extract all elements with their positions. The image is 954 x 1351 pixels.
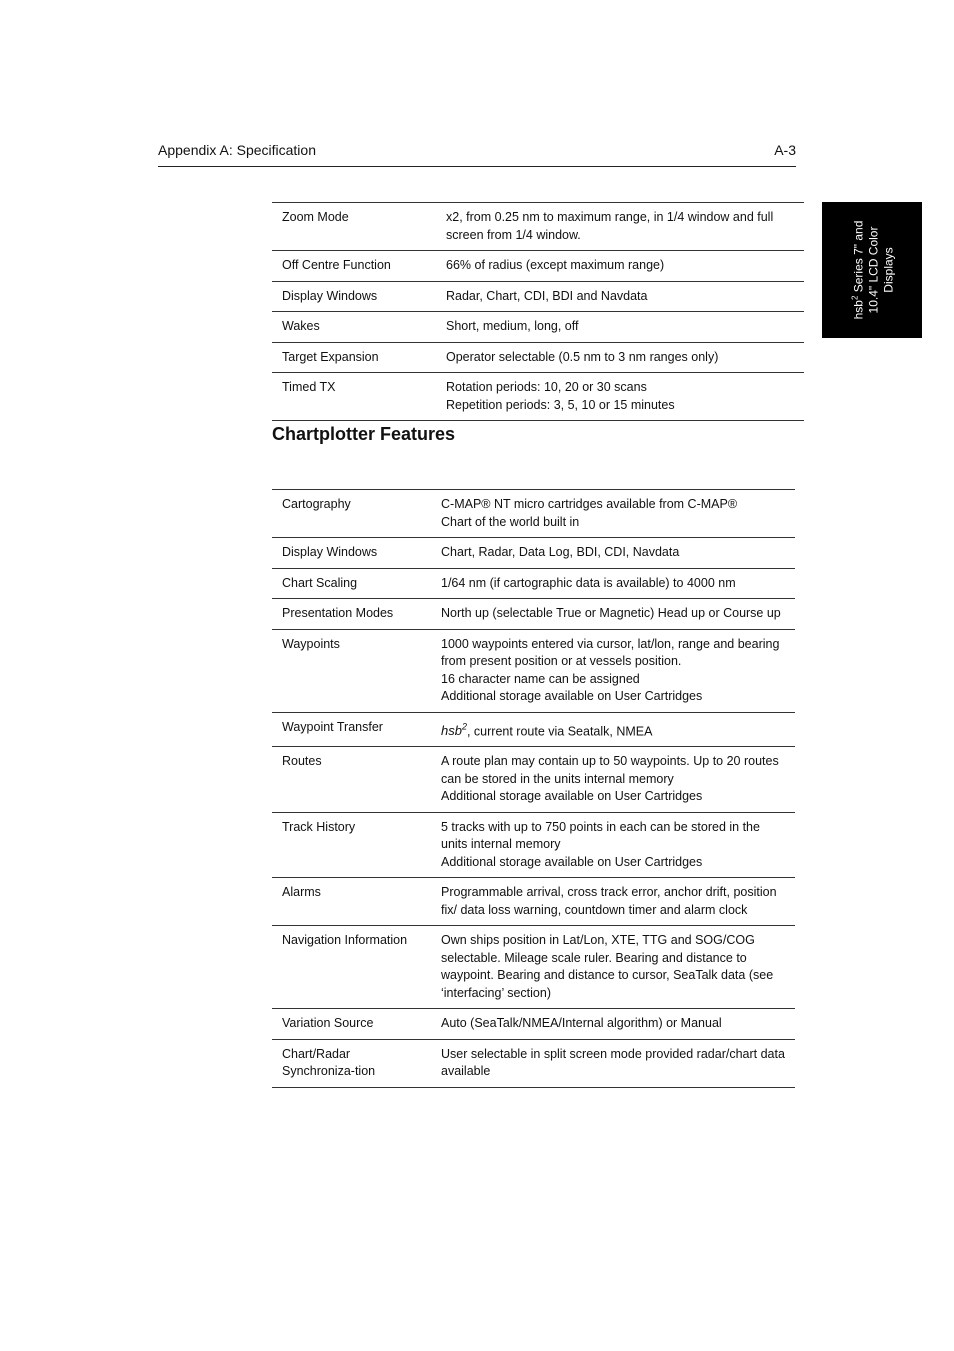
spec-row [272,342,804,373]
spec-row [272,812,795,878]
spec-value-line: Chart of the world built in [441,514,580,529]
hsb-text: hsb [441,722,462,738]
spec-value-line: Auto (SeaTalk/NMEA/Internal algorithm) or Manual [441,1016,722,1031]
spec-value-line: Operator selectable (0.5 nm to 3 nm ranges only) [446,349,719,364]
spec-value-line: 1/64 nm (if cartographic data is available) to 4000 nm [441,575,736,590]
spec-value-line: 66% of radius (except maximum range) [446,258,665,272]
spec-value-line-wrap [441,719,785,741]
spec-label: Track History [272,812,431,878]
spec-value-line: Additional storage available on User Cartridges [441,854,703,869]
spec-row [272,747,795,813]
spec-value [436,251,804,282]
chartplotter-heading: Chartplotter Features [272,424,456,444]
spec-value [431,629,795,712]
spec-value-line: Programmable arrival, cross track error, anchor drift, position fix/ data loss warning, countdown timer and alarm clock [441,885,777,917]
spec-value-line: C-MAP® NT micro cartridges available from C-MAP® [441,497,738,511]
spec-value [431,538,795,569]
spec-value [436,312,804,343]
spec-label: Alarms [272,878,431,926]
spec-row [272,568,795,599]
spec-value-line: North up (selectable True or Magnetic) Head up or Course up [441,606,781,620]
spec-value [431,1009,795,1040]
spec-label: Variation Source [272,1009,431,1040]
spec-value [431,812,795,878]
spec-row [272,1039,795,1087]
spec-label: Waypoints [272,629,431,712]
page-number: A-3 [774,142,796,158]
spec-value-line: Chart, Radar, Data Log, BDI, CDI, Navdata [441,545,680,559]
spec-row [272,281,804,312]
chartplotter-spec-table [272,489,795,1088]
side-tab-rest: Series 7" and 10.4" LCD Color Displays [851,220,896,314]
spec-row [272,926,795,1009]
spec-value-line: 1000 waypoints entered via cursor, lat/lon, range and bearing from present position or at vessels position. [441,636,780,668]
spec-value [431,712,795,747]
spec-label: Cartography [272,490,431,538]
spec-row [272,490,795,538]
spec-value-line: 16 character name can be assigned [441,671,640,686]
spec-row [272,629,795,712]
spec-value-line: 5 tracks with up to 750 points in each can be stored in the units internal memory [441,819,760,852]
spec-label: Zoom Mode [272,203,436,251]
spec-value [431,490,795,538]
spec-value [431,1039,795,1087]
spec-row [272,1009,795,1040]
spec-value [436,203,804,251]
spec-value-line: Short, medium, long, off [446,319,579,333]
spec-row [272,312,804,343]
spec-row [272,203,804,251]
side-tab-sup: 2 [850,295,860,301]
spec-label: Display Windows [272,538,431,569]
spec-value-line: Own ships position in Lat/Lon, XTE, TTG and SOG/COG selectable. Mileage scale ruler. Bearing and distance to waypoint. Bearing and distance to cursor, SeaTalk data (see ‘interfacing’ section) [441,933,774,1000]
spec-value [436,342,804,373]
spec-value-line: Additional storage available on User Cartridges [441,689,703,703]
side-tab-hsb: hsb [851,300,866,320]
spec-label: Chart/Radar Synchroniza-tion [272,1039,431,1087]
spec-value [431,926,795,1009]
spec-value-line: x2, from 0.25 nm to maximum range, in 1/4 window and full screen from 1/4 window. [446,210,774,242]
radar-spec-table [272,202,804,421]
spec-label: Navigation Information [272,926,431,1009]
spec-value-line: , current route via Seatalk, NMEA [466,723,653,738]
spec-label: Wakes [272,312,436,343]
spec-value-line: A route plan may contain up to 50 waypoints. Up to 20 routes can be stored in the units internal memory [441,754,779,786]
spec-value [431,568,795,599]
spec-label: Routes [272,747,431,813]
spec-row [272,538,795,569]
spec-value [431,878,795,926]
spec-row [272,878,795,926]
spec-label: Waypoint Transfer [272,712,431,747]
side-tab-label [848,210,897,330]
spec-value [431,747,795,813]
hsb-sup: 2 [461,721,467,732]
side-tab [822,202,922,338]
hsb-logo-text [441,723,467,738]
spec-value-line: Rotation periods: 10, 20 or 30 scans [446,380,647,394]
spec-row [272,373,804,421]
spec-label: Presentation Modes [272,599,431,630]
spec-row [272,712,795,747]
spec-row [272,599,795,630]
spec-label: Target Expansion [272,342,436,373]
spec-row [272,251,804,282]
spec-value-line: Repetition periods: 3, 5, 10 or 15 minutes [446,397,675,412]
spec-label: Off Centre Function [272,251,436,282]
spec-value-line: User selectable in split screen mode provided radar/chart data available [441,1046,785,1079]
spec-value [436,281,804,312]
spec-value [436,373,804,421]
page-header [158,142,796,167]
section-title-header: Appendix A: Specification [158,142,316,158]
spec-label: Display Windows [272,281,436,312]
spec-label: Chart Scaling [272,568,431,599]
spec-value [431,599,795,630]
spec-label: Timed TX [272,373,436,421]
spec-value-line: Additional storage available on User Cartridges [441,789,703,804]
spec-value-line: Radar, Chart, CDI, BDI and Navdata [446,288,648,303]
